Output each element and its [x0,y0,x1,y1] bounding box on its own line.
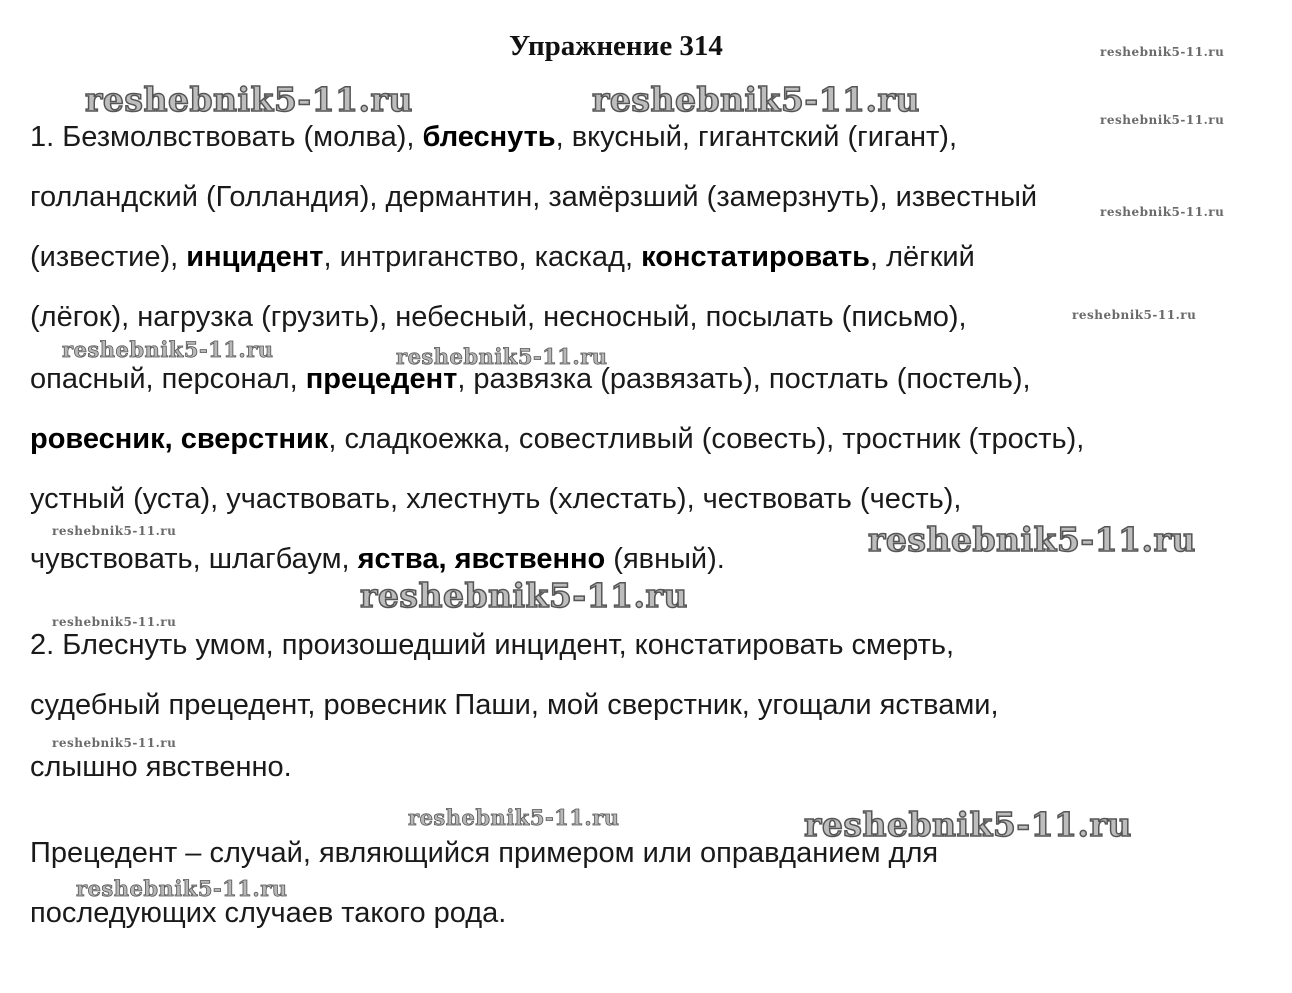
text-line [30,750,292,784]
text-segment: (явный). [605,543,725,575]
text-segment: устный (уста), участвовать, хлестнуть (хлестать), чествовать (честь), [30,483,962,515]
text-segment: , лёгкий [869,241,975,273]
watermark: reshebnik5-11.ru [1100,205,1225,219]
bold-word: ровесник, сверстник [30,423,329,455]
watermark: reshebnik5-11.ru [396,344,608,369]
bold-word: прецедент [305,363,458,395]
text-segment: слышно явственно. [30,751,292,783]
text-line [30,180,1037,214]
watermark: reshebnik5-11.ru [76,876,288,901]
text-segment: 2. Блеснуть умом, произошедший инцидент, констатировать смерть, [30,629,955,661]
text-segment: , развязка (развязать), постлать (постель), [457,363,1031,395]
text-segment: (лёгок), нагрузка (грузить), небесный, несносный, посылать (письмо), [30,301,967,333]
watermark: reshebnik5-11.ru [85,80,413,119]
watermark: reshebnik5-11.ru [52,736,177,750]
watermark: reshebnik5-11.ru [592,80,920,119]
text-line [30,482,961,516]
watermark: reshebnik5-11.ru [1100,113,1225,127]
text-line [30,896,506,930]
text-segment: 1. Безмолвствовать (молва), [30,121,423,153]
text-line [30,300,967,334]
bold-word: яства, явственно [357,543,606,575]
text-segment: , интриганство, каскад, [323,241,642,273]
watermark: reshebnik5-11.ru [360,576,688,615]
text-segment: голландский (Голландия), дермантин, замёрзший (замерзнуть), известный [30,181,1038,213]
text-line [30,836,938,870]
text-line [30,422,1084,456]
bold-word: инцидент [186,241,324,273]
text-line [30,688,999,722]
text-line [30,628,954,662]
watermark: reshebnik5-11.ru [408,805,620,830]
text-segment: последующих случаев такого рода. [30,897,507,929]
text-segment: опасный, персонал, [30,363,306,395]
bold-word: констатировать [641,241,870,273]
text-segment: чувствовать, шлагбаум, [30,543,358,575]
exercise-title: Упражнение 314 [509,30,723,62]
text-line [30,120,957,154]
bold-word: блеснуть [422,121,556,153]
watermark: reshebnik5-11.ru [1072,308,1197,322]
text-segment: , вкусный, гигантский (гигант), [555,121,957,153]
watermark: reshebnik5-11.ru [62,337,274,362]
text-segment: (известие), [30,241,187,273]
watermark: reshebnik5-11.ru [52,524,177,538]
watermark: reshebnik5-11.ru [868,520,1196,559]
text-segment: Прецедент – случай, являющийся примером или оправданием для [30,837,939,869]
watermark: reshebnik5-11.ru [1100,45,1225,59]
watermark: reshebnik5-11.ru [52,615,177,629]
text-segment: , сладкоежка, совестливый (совесть), тростник (трость), [328,423,1085,455]
text-line [30,542,725,576]
watermark: reshebnik5-11.ru [804,805,1132,844]
text-line [30,240,975,274]
text-segment: судебный прецедент, ровесник Паши, мой сверстник, угощали яствами, [30,689,999,721]
